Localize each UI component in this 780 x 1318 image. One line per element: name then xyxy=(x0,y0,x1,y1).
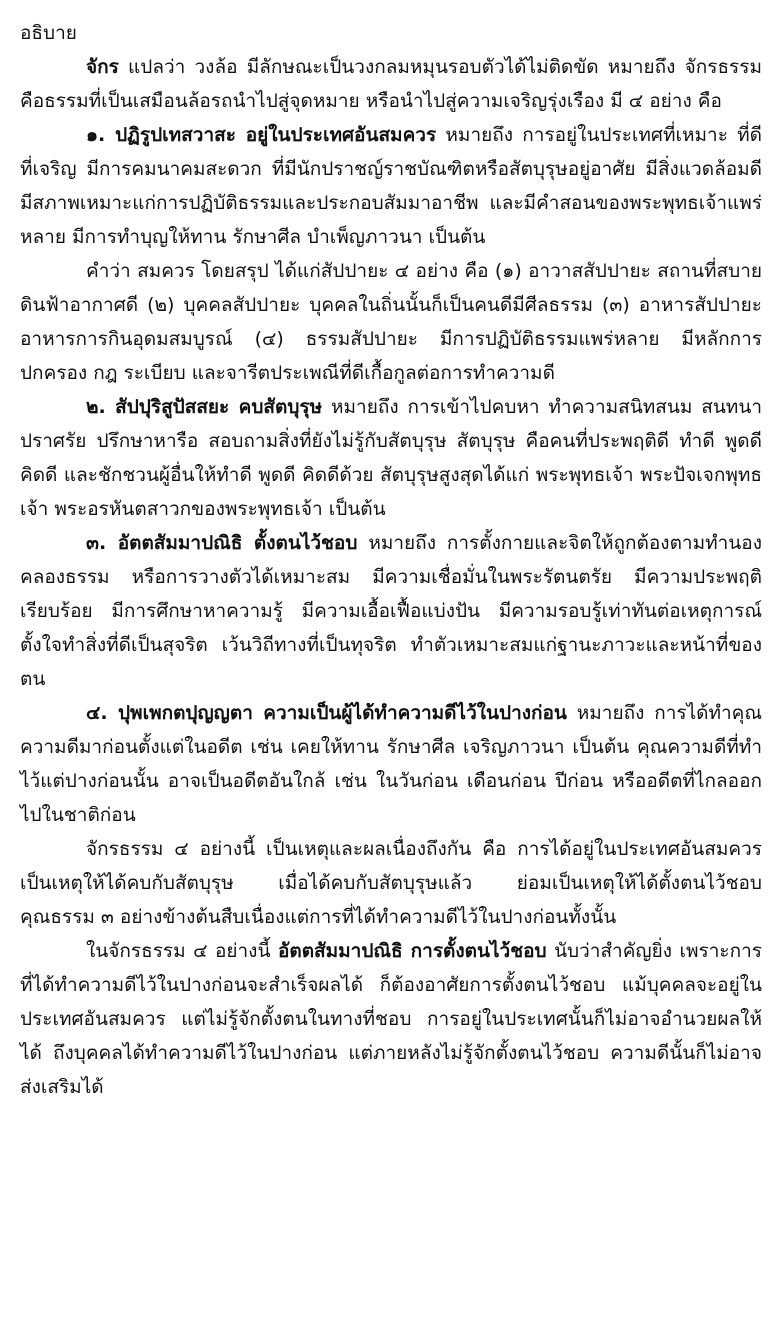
intro-text: แปลว่า วงล้อ มีลักษณะเป็นวงกลมหมุนรอบตัวได้ไม่ติดขัด หมายถึง จักรธรรม คือธรรมที่เป็นเสมือนล้อรถนำไปสู่จุดหมาย หรือนำไปสู่ความเจริญรุ่งเรือง มี ๔ อย่าง คือ xyxy=(20,56,762,112)
conclusion-paragraph xyxy=(20,934,762,1104)
item-4-text: หมายถึง การได้ทำคุณความดีมาก่อนตั้งแต่ในอดีต เช่น เคยให้ทาน รักษาศีล เจริญภาวนา เป็นต้น คุณความดีที่ทำไว้แต่ปางก่อนนั้น อาจเป็นอดีตอันใกล้ เช่น ในวันก่อน เดือนก่อน ปีก่อน หรืออดีตที่ไกลออกไปในชาติก่อน xyxy=(20,702,762,826)
conclusion-term: อัตตสัมมาปณิธิ การตั้งตนไว้ชอบ xyxy=(277,940,547,962)
item-3-text: หมายถึง การตั้งกายและจิตให้ถูกต้องตามทำนองคลองธรรม หรือการวางตัวได้เหมาะสม มีความเชื่อมั่นในพระรัตนตรัย มีความประพฤติเรียบร้อย มีการศึกษาหาความรู้ มีความเอื้อเฟื้อแบ่งปัน มีความรอบรู้เท่าทันต่อเหตุการณ์ ตั้งใจทำสิ่งที่ดีเป็นสุจริต เว้นวิถีทางที่เป็นทุจริต ทำตัวเหมาะสมแก่ฐานะภาวะและหน้าที่ของตน xyxy=(20,532,762,690)
summary-paragraph: จักรธรรม ๔ อย่างนี้ เป็นเหตุและผลเนื่องถึงกัน คือ การได้อยู่ในประเทศอันสมควร เป็นเหตุให้ได้คบกับสัตบุรุษ เมื่อได้คบกับสัตบุรุษแล้ว ย่อมเป็นเหตุให้ได้ตั้งตนไว้ชอบ คุณธรรม ๓ อย่างข้างต้นสืบเนื่องแต่การที่ได้ทำความดีไว้ในปางก่อนทั้งนั้น xyxy=(20,838,762,928)
section-heading: อธิบาย xyxy=(20,22,77,44)
item-3-term: ๓. อัตตสัมมาปณิธิ ตั้งตนไว้ชอบ xyxy=(86,532,358,554)
document-page xyxy=(20,16,762,1104)
item-1-note-paragraph: คำว่า สมควร โดยสรุป ได้แก่สัปปายะ ๔ อย่าง คือ (๑) อาวาสสัปปายะ สถานที่สบาย ดินฟ้าอากาศดี (๒) บุคคลสัปปายะ บุคคลในถิ่นนั้นก็เป็นคนดีมีศีลธรรม (๓) อาหารสัปปายะ อาหารการกินอุดมสมบูรณ์ (๔) ธรรมสัปปายะ มีการปฏิบัติธรรมแพร่หลาย มีหลักการปกครอง กฎ ระเบียบ และจารีตประเพณีที่ดีเกื้อกูลต่อการทำความดี xyxy=(20,260,762,384)
item-1-paragraph xyxy=(20,118,762,254)
item-2-term: ๒. สัปปุริสูปัสสยะ คบสัตบุรุษ xyxy=(86,396,323,418)
conclusion-text: นับว่าสำคัญยิ่ง เพราะการที่ได้ทำความดีไว้ในปางก่อนจะสำเร็จผลได้ ก็ต้องอาศัยการตั้งตนไว้ชอบ แม้บุคคลจะอยู่ในประเทศอันสมควร แต่ไม่รู้จักตั้งตนในทางที่ชอบ การอยู่ในประเทศนั้นก็ไม่อาจอำนวยผลให้ได้ ถึงบุคคลได้ทำความดีไว้ในปางก่อน แต่ภายหลังไม่รู้จักตั้งตนไว้ชอบ ความดีนั้นก็ไม่อาจส่งเสริมได้ xyxy=(20,940,762,1098)
item-2-paragraph xyxy=(20,390,762,526)
item-2-text: หมายถึง การเข้าไปคบหา ทำความสนิทสนม สนทนาปราศรัย ปรึกษาหารือ สอบถามสิ่งที่ยังไม่รู้กับสัตบุรุษ สัตบุรุษ คือคนที่ประพฤติดี ทำดี พูดดี คิดดี และชักชวนผู้อื่นให้ทำดี พูดดี คิดดีด้วย สัตบุรุษสูงสุดได้แก่ พระพุทธเจ้า พระปัจเจกพุทธเจ้า พระอรหันตสาวกของพระพุทธเจ้า เป็นต้น xyxy=(20,396,762,520)
item-1-text: หมายถึง การอยู่ในประเทศที่เหมาะ ที่ดี ที่เจริญ มีการคมนาคมสะดวก ที่มีนักปราชญ์ราชบัณฑิตหรือสัตบุรุษอยู่อาศัย มีสิ่งแวดล้อมดี มีสภาพเหมาะแก่การปฏิบัติธรรมและประกอบสัมมาอาชีพ และมีคำสอนของพระพุทธเจ้าแพร่หลาย มีการทำบุญให้ทาน รักษาศีล บำเพ็ญภาวนา เป็นต้น xyxy=(20,124,762,248)
conclusion-lead: ในจักรธรรม ๔ อย่างนี้ xyxy=(86,940,278,962)
intro-term: จักร xyxy=(86,56,119,78)
item-4-term: ๔. ปุพเพกตปุญญตา ความเป็นผู้ได้ทำความดีไว้ในปางก่อน xyxy=(86,702,567,724)
item-3-paragraph xyxy=(20,526,762,696)
item-4-paragraph xyxy=(20,696,762,832)
item-1-term: ๑. ปฏิรูปเทสวาสะ อยู่ในประเทศอันสมควร xyxy=(86,124,437,146)
intro-paragraph xyxy=(20,50,762,118)
